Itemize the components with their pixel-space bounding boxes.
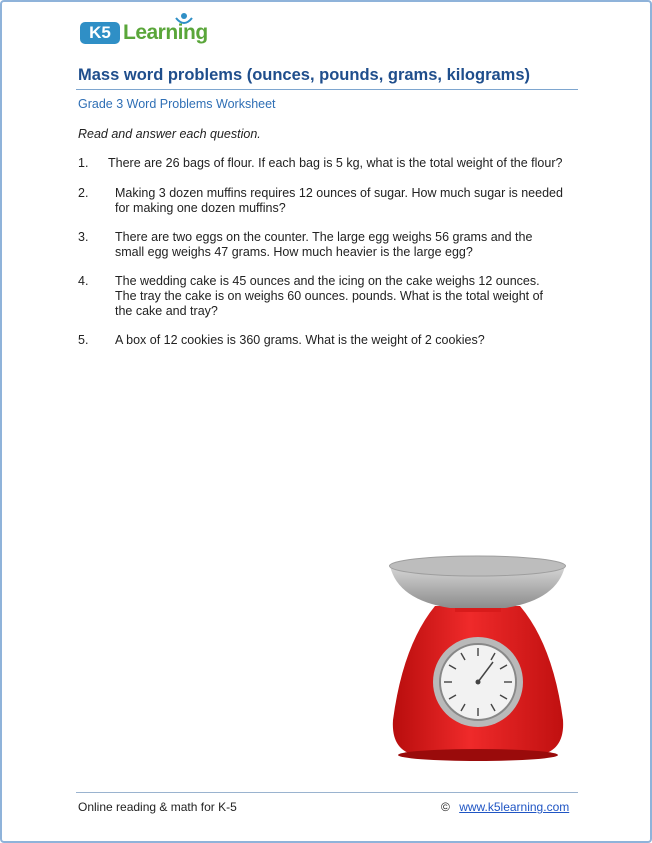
question-text-line: The tray the cake is on weighs 60 ounces. pounds. What is the total weight of [115,289,544,303]
footer-tagline: Online reading & math for K-5 [78,800,237,814]
question-text-line: the cake and tray? [115,304,218,318]
question-number: 4. [78,274,89,288]
logo-person-icon [174,12,194,28]
page-title: Mass word problems (ounces, pounds, grams, kilograms) [78,66,531,84]
question-number: 1. [78,156,89,170]
question-text-line: The wedding cake is 45 ounces and the icing on the cake weighs 12 ounces. [115,274,540,288]
question-text: There are 26 bags of flour. If each bag is 5 kg, what is the total weight of the flour? [108,156,563,170]
question-number: 5. [78,333,89,347]
footer-divider [76,792,578,793]
logo-text: Learning [123,21,208,44]
question-text-line: for making one dozen muffins? [115,201,286,215]
question-number: 3. [78,230,89,244]
k5-website-link[interactable]: www.k5learning.com [459,800,570,814]
kitchen-scale-illustration [385,550,570,765]
question-text-line: Making 3 dozen muffins requires 12 ounces of sugar. How much sugar is needed [115,186,563,200]
question-number: 2. [78,186,89,200]
page-subtitle: Grade 3 Word Problems Worksheet [78,97,276,111]
question-text: A box of 12 cookies is 360 grams. What is the weight of 2 cookies? [115,333,485,347]
footer-copyright [441,800,569,814]
k5-learning-logo[interactable] [80,12,220,48]
title-divider [76,89,578,90]
question-text-line: There are two eggs on the counter. The large egg weighs 56 grams and the [115,230,533,244]
question-text-line: small egg weighs 47 grams. How much heavier is the large egg? [115,245,473,259]
instruction-text: Read and answer each question. [78,127,261,141]
copyright-symbol: © [441,800,450,814]
logo-badge: K5 [80,22,120,44]
